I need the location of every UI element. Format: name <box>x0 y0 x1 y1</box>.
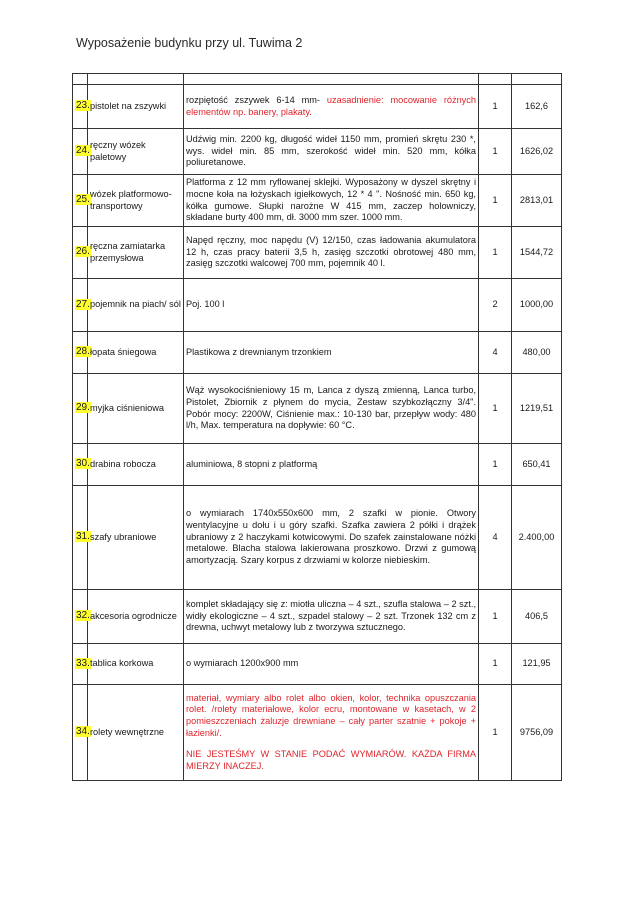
item-name: łopata śniegowa <box>88 332 184 374</box>
item-description <box>184 332 479 374</box>
table-row <box>73 685 562 781</box>
item-price: 1626,02 <box>512 129 562 175</box>
description-text: Platforma z 12 mm ryflowanej sklejki. Wyposażony w dyszel skrętny i mocne koła na łożyskach igiełkowych, 12 * 4 ''. Nośność min. 650 kg, kółka gumowe. Słupki narożne W 415 mm, zaczep holowniczy, składane burty 400 mm, dł. 3000 mm szer. 1000 mm. <box>186 176 476 223</box>
item-number: 23. <box>76 100 90 112</box>
item-description <box>184 85 479 129</box>
table-row <box>73 444 562 486</box>
item-quantity: 1 <box>479 227 512 279</box>
item-quantity: 1 <box>479 444 512 486</box>
item-number-cell <box>73 227 88 279</box>
item-quantity: 1 <box>479 175 512 227</box>
item-number: 27. <box>76 298 90 310</box>
item-name: rolety wewnętrzne <box>88 685 184 781</box>
item-number: 34. <box>76 726 90 738</box>
table-top-spacer-row <box>73 74 562 85</box>
description-note-red: materiał, wymiary albo rolet albo okien, kolor, technika opuszczania rolet. /rolety materiałowe, kolor ecru, montowane w kasetach, w 2 pomieszczeniach żaluzje drewniane – cały parter szatnie + pokoje + łazienki/. <box>186 692 476 738</box>
description-text: o wymiarach 1200x900 mm <box>186 658 299 669</box>
table-row <box>73 227 562 279</box>
item-number-cell <box>73 374 88 444</box>
description-note-red: NIE JESTEŚMY W STANIE PODAĆ WYMIARÓW. KAŻDA FIRMA MIERZY INACZEJ. <box>186 748 476 771</box>
item-description <box>184 590 479 644</box>
item-name: wózek platformowo-transportowy <box>88 175 184 227</box>
table-row <box>73 374 562 444</box>
table-row <box>73 590 562 644</box>
table-row <box>73 175 562 227</box>
item-number-cell <box>73 332 88 374</box>
item-number: 30. <box>76 458 90 470</box>
description-text: Udźwig min. 2200 kg, długość wideł 1150 mm, promień skrętu 230 *, wys. wideł min. 85 mm, szerokość wideł min. 520 mm, kółka poliuretanowe. <box>186 133 476 168</box>
item-quantity: 1 <box>479 85 512 129</box>
item-number: 31. <box>76 531 90 543</box>
item-name: pojemnik na piach/ sól <box>88 279 184 332</box>
item-description <box>184 227 479 279</box>
item-description <box>184 444 479 486</box>
table-row <box>73 279 562 332</box>
item-quantity: 1 <box>479 129 512 175</box>
table-row <box>73 486 562 590</box>
table-row <box>73 644 562 685</box>
item-quantity: 1 <box>479 644 512 685</box>
item-quantity: 2 <box>479 279 512 332</box>
item-number-cell <box>73 644 88 685</box>
item-quantity: 1 <box>479 685 512 781</box>
item-number: 33. <box>76 657 90 669</box>
item-quantity: 1 <box>479 374 512 444</box>
description-text: Wąż wysokociśnieniowy 15 m, Lanca z dyszą zmienną, Lanca turbo, Pistolet, Zbiornik z płynem do mycia, Zestaw szybkozłączny 3/4". Pobór mocy: 2200W, Ciśnienie max.: 10-130 bar, przepływ wody: 480 l/h, Max. temperatura na dopływie: 60 °C. <box>186 384 476 431</box>
item-description <box>184 644 479 685</box>
description-text: komplet składający się z: miotła uliczna – 4 szt., szufla stalowa – 2 szt., widły ekologiczne – 4 szt., szpadel stalowy – 2 szt. Trzonek 132 cm z drewna, uchwyt metalowy lub z tworzywa sztucznego. <box>186 598 476 633</box>
table-row <box>73 129 562 175</box>
item-number-cell <box>73 129 88 175</box>
item-number-cell <box>73 175 88 227</box>
item-name: tablica korkowa <box>88 644 184 685</box>
item-number: 32. <box>76 610 90 622</box>
item-price: 2813,01 <box>512 175 562 227</box>
description-text: Plastikowa z drewnianym trzonkiem <box>186 346 332 357</box>
table-row <box>73 85 562 129</box>
item-price: 9756,09 <box>512 685 562 781</box>
item-name: drabina robocza <box>88 444 184 486</box>
description-note-red: uzasadnienie: mocowanie różnych elementów np. banery, plakaty. <box>186 94 476 117</box>
item-number-cell <box>73 279 88 332</box>
item-price: 1219,51 <box>512 374 562 444</box>
description-text: Napęd ręczny, moc napędu (V) 12/150, czas ładowania akumulatora 12 h, czas pracy baterii 3,5 h, zasięg szczotki obrotowej 480 mm, zasięg szczotki walcowej 700 mm, pojemnik 40 l. <box>186 234 476 269</box>
item-price: 650,41 <box>512 444 562 486</box>
item-price: 162,6 <box>512 85 562 129</box>
description-text: Poj. 100 l <box>186 299 225 310</box>
item-number-cell <box>73 590 88 644</box>
table-row <box>73 332 562 374</box>
item-name: akcesoria ogrodnicze <box>88 590 184 644</box>
item-name: myjka ciśnieniowa <box>88 374 184 444</box>
item-quantity: 4 <box>479 332 512 374</box>
item-number: 26. <box>76 246 90 258</box>
item-price: 121,95 <box>512 644 562 685</box>
description-text: aluminiowa, 8 stopni z platformą <box>186 458 318 469</box>
item-description <box>184 685 479 781</box>
item-number: 29. <box>76 402 90 414</box>
item-price: 480,00 <box>512 332 562 374</box>
item-description <box>184 486 479 590</box>
description-gap <box>186 740 476 749</box>
item-number-cell <box>73 444 88 486</box>
item-quantity: 1 <box>479 590 512 644</box>
item-price: 406,5 <box>512 590 562 644</box>
item-price: 1544,72 <box>512 227 562 279</box>
equipment-table <box>72 73 562 781</box>
item-price: 1000,00 <box>512 279 562 332</box>
item-number: 25. <box>76 194 90 206</box>
item-name: ręczny wózek paletowy <box>88 129 184 175</box>
item-description <box>184 175 479 227</box>
item-number-cell <box>73 685 88 781</box>
item-price: 2.400,00 <box>512 486 562 590</box>
item-description <box>184 129 479 175</box>
item-number-cell <box>73 486 88 590</box>
item-number: 28. <box>76 346 90 358</box>
description-text: rozpiętość zszywek 6-14 mm- <box>186 94 327 105</box>
document-title: Wyposażenie budynku przy ul. Tuwima 2 <box>76 36 303 50</box>
item-quantity: 4 <box>479 486 512 590</box>
item-name: szafy ubraniowe <box>88 486 184 590</box>
item-name: pistolet na zszywki <box>88 85 184 129</box>
item-description <box>184 374 479 444</box>
item-name: ręczna zamiatarka przemysłowa <box>88 227 184 279</box>
item-number: 24. <box>76 145 90 157</box>
item-description <box>184 279 479 332</box>
item-number-cell <box>73 85 88 129</box>
description-text: o wymiarach 1740x550x600 mm, 2 szafki w pionie. Otwory wentylacyjne u dołu i u góry szafki. Szafka zawiera 2 półki i drążek ubraniowy z 2 haczykami kotwicowymi. Do szafek zainstalowane nóżki metalowe. Blacha stalowa lakierowana proszkowo. Drzwi z gumową amortyzacją. Szary korpus z drzwiami w kolorze niebieskim. <box>186 508 476 566</box>
